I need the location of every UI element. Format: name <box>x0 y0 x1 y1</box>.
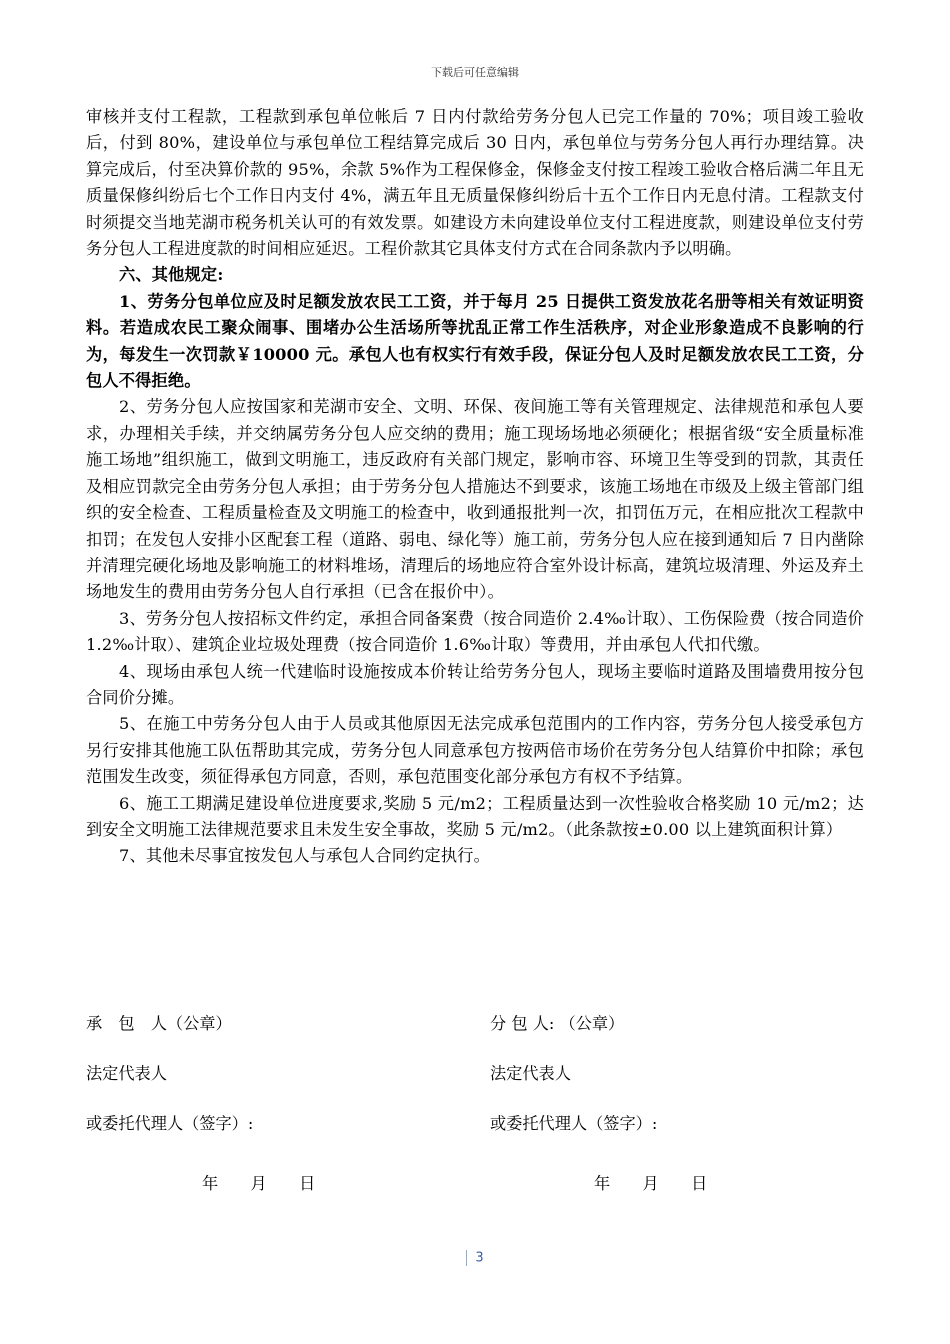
subcontractor-representative-label: 法定代表人 <box>490 1064 571 1083</box>
payment-terms-paragraph: 审核并支付工程款，工程款到承包单位帐后 7 日内付款给劳务分包人已完工作量的 70%；项目竣工验收后，付到 80%，建设单位与承包单位工程结算完成后 30 日内，承包单位与劳务分包人再行办理结算。决算完成后，付至决算价款的 95%，余款 5%作为工程保修金，保修金支付按工程竣工验收合格后满二年且无质量保修纠纷后七个工作日内支付 4%，满五年且无质量保修纠纷后十五个工作日内无息付清。工程款支付时须提交当地芜湖市税务机关认可的有效发票。如建设方未向建设单位支付工程进度款，则建设单位支付劳务分包人工程进度款的时间相应延迟。工程价款其它具体支付方式在合同条款内予以明确。 <box>86 107 865 259</box>
section-heading-other-rules: 六、其他规定: <box>119 265 224 285</box>
clause-5-scope-change: 5、在施工中劳务分包人由于人员或其他原因无法完成承包范围内的工作内容，劳务分包人接受承包方另行安排其他施工队伍帮助其完成，劳务分包人同意承包方按两倍市场价在劳务分包人结算价中扣除；承包范围发生改变，须征得承包方同意，否则，承包范围变化部分承包方有权不予结算。 <box>86 714 864 787</box>
clause-7-other: 7、其他未尽事宜按发包人与承包人合同约定执行。 <box>119 846 491 866</box>
clause-1-wages: 1、劳务分包单位应及时足额发放农民工工资，并于每月 25 日提供工资发放花名册等相关有效证明资料。若造成农民工聚众闹事、围堵办公生活场所等扰乱正常工作生活秩序，对企业形象造成不良影响的行为，每发生一次罚款￥10000 元。承包人也有权实行有效手段，保证分包人及时足额发放农民工工资，分包人不得拒绝。 <box>86 291 864 391</box>
footer-divider <box>466 1250 467 1266</box>
page-footer <box>0 1250 950 1266</box>
clause-4-temporary-facilities: 4、现场由承包人统一代建临时设施按成本价转让给劳务分包人，现场主要临时道路及围墙费用按分包合同价分摊。 <box>86 661 864 707</box>
subcontractor-agent-label: 或委托代理人（签字）: <box>490 1114 658 1133</box>
clause-6-rewards: 6、施工工期满足建设单位进度要求,奖励 5 元/m2；工程质量达到一次性验收合格奖励 10 元/m2；达到安全文明施工法律规范要求且未发生安全事故，奖励 5 元/m2。（此条款按±0.00 以上建筑面积计算） <box>86 793 864 839</box>
contractor-agent-label: 或委托代理人（签字）: <box>86 1114 254 1133</box>
subcontractor-seal-label: 分 包 人: （公章） <box>490 1014 625 1033</box>
contractor-date-label: 年 月 日 <box>202 1174 316 1193</box>
contractor-representative-label: 法定代表人 <box>86 1064 167 1083</box>
page-header-note: 下载后可任意编辑 <box>431 66 519 79</box>
document-body <box>86 104 864 870</box>
clause-2-site-management: 2、劳务分包人应按国家和芜湖市安全、文明、环保、夜间施工等有关管理规定、法律规范和承包人要求，办理相关手续，并交纳属劳务分包人应交纳的费用；施工现场场地必须硬化；根据省级“安全质量标准施工场地”组织施工，做到文明施工，违反政府有关部门规定，影响市容、环境卫生等受到的罚款，其责任及相应罚款完全由劳务分包人承担；由于劳务分包人措施达不到要求，该施工场地在市级及上级主管部门组织的安全检查、工程质量检查及文明施工的检查中，收到通报批判一次，扣罚伍万元，在相应批次工程款中扣罚；在发包人安排小区配套工程（道路、弱电、绿化等）施工前，劳务分包人应在接到通知后 7 日内凿除并清理完硬化场地及影响施工的材料堆场，清理后的场地应符合室外设计标高，建筑垃圾清理、外运及弃土场地发生的费用由劳务分包人自行承担（已含在报价中）。 <box>86 397 864 602</box>
contractor-seal-label: 承 包 人（公章） <box>86 1014 232 1033</box>
page-number: 3 <box>475 1250 484 1266</box>
clause-3-fees: 3、劳务分包人按招标文件约定，承担合同备案费（按合同造价 2.4‰计取）、工伤保险费（按合同造价 1.2‰计取）、建筑企业垃圾处理费（按合同造价 1.6‰计取）等费用，并由承包人代扣代缴。 <box>86 608 864 655</box>
subcontractor-date-label: 年 月 日 <box>594 1174 708 1193</box>
